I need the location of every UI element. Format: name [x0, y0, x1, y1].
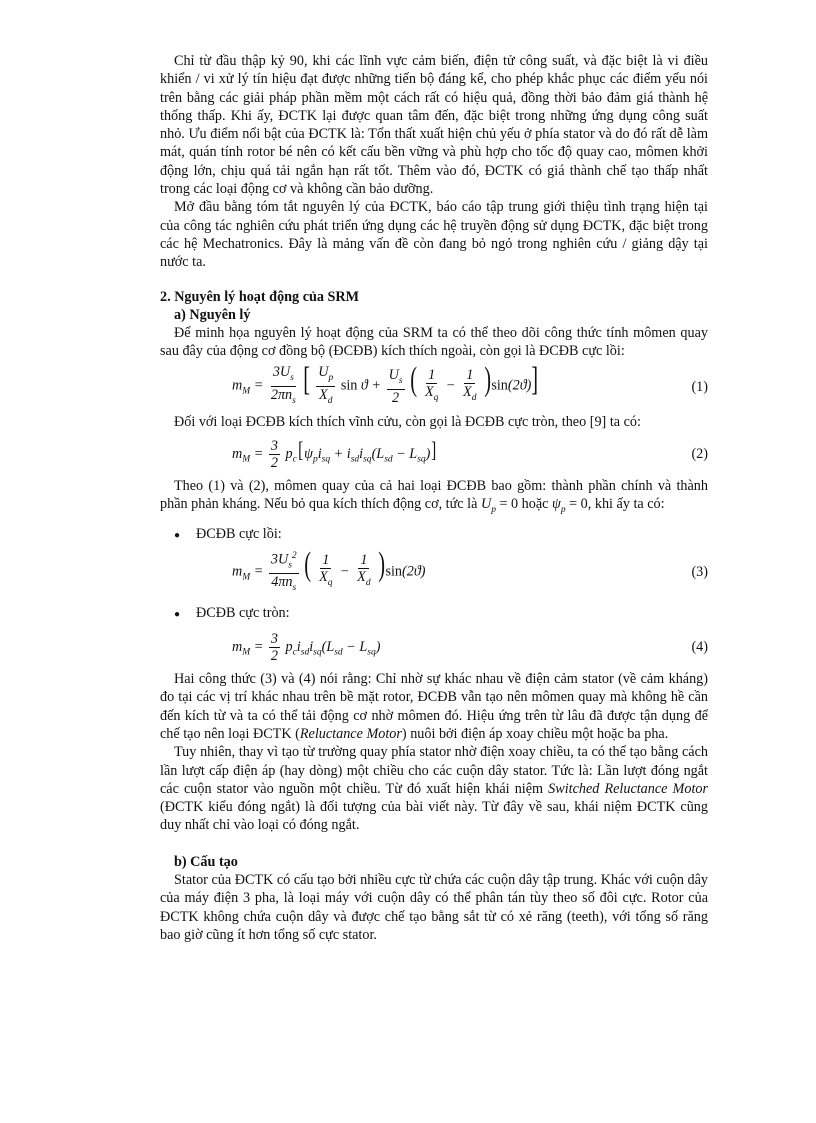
subsection-heading-principle: a) Nguyên lý [174, 306, 251, 323]
equation-number: (1) [691, 378, 708, 395]
bullet-icon: ● [174, 530, 181, 542]
equation-number: (2) [691, 445, 708, 462]
bullet-icon: ● [174, 608, 181, 620]
paragraph-principle: Để minh họa nguyên lý hoạt động của SRM ta có thể theo dõi công thức tính mômen quay sau đây của động cơ đồng bộ (ĐCĐB) kích thích ngoài, còn gọi là ĐCĐB cực lồi: [160, 325, 708, 360]
paragraph-overview: Mở đầu bằng tóm tắt nguyên lý của ĐCTK, báo cáo tập trung giới thiệu tình trạng hiện tại của công tác nghiên cứu phát triển ứng dụng các hệ truyền động sử dụng ĐCTK, đặc biệt trong các hệ Mechatronics. Đây là mảng vấn đề còn đang bỏ ngỏ trong nghiên cứu / giảng dậy tại nước ta. [160, 199, 708, 271]
list-item: ● ĐCĐB cực tròn: [160, 604, 708, 624]
paragraph-intro: Chỉ từ đầu thập kỷ 90, khi các lĩnh vực cảm biến, điện tử công suất, và đặc biệt là vi điều khiển / vi xử lý tín hiệu đạt được những tiến bộ đáng kể, cho phép khắc phục các điểm yếu nói trên bằng các giải pháp phần mềm một cách rất có hiệu quả, đồng thời bảo đảm giá thành hệ thống thấp. Khi ấy, ĐCTK lại được quan tâm đến, đặc biệt trong những ứng dụng công suất nhỏ. Ưu điểm nổi bật của ĐCTK là: Tổn thất xuất hiện chủ yếu ở phía stator và do đó rất dễ làm mát, quán tính rotor bé nên có kết cấu bền vững và phù hợp cho tốc độ quay cao, mômen khởi động lớn, chịu quá tải ngắn hạn rất tốt. Thêm vào đó, ĐCTK có giá thành chế tạo thấp nhất trong các loại động cơ và không cần bảo dưỡng. [160, 53, 708, 198]
paragraph-torque-components: Theo (1) và (2), mômen quay của cả hai loại ĐCĐB bao gồm: thành phần chính và thành phần phản kháng. Nếu bỏ qua kích thích động cơ, tức là $U_p = 0$ hoặc $\psi_p = 0$, khi ấy ta có: [160, 478, 708, 516]
equation-4: $m_M$ = $\frac{3}{2}$ $p_ci_{sd}i_{sq}(L_{sd} - L_{sq})$ (4) [232, 630, 708, 664]
equation-number: (4) [691, 638, 708, 655]
subsection-heading-structure: b) Cấu tạo [174, 853, 238, 870]
paragraph-reluctance: Hai công thức (3) và (4) nói rằng: Chỉ nhờ sự khác nhau về điện cảm stator (về cảm kháng) đo tại các vị trí khác nhau trên bề mặt rotor, ĐCĐB vẫn tạo nên mômen quay mà không hề cần đến kích từ và ta có thể tải động cơ nhờ mômen đó. Hiệu ứng trên từ lâu đã được tận dụng để chế tạo nên loại ĐCTK (Reluctance Motor) nuôi bởi điện áp xoay chiều một hoặc ba pha. [160, 671, 708, 742]
document-page [160, 52, 708, 944]
paragraph-permanent-magnet: Đối với loại ĐCĐB kích thích vĩnh cửu, còn gọi là ĐCĐB cực tròn, theo [9] ta có: [174, 413, 641, 430]
equation-1: $m_M$ = $\frac{3U_s}{2\pi n_s}$ [ $\frac{U_p}{X_d}$ sin ϑ + $\frac{U_s}{2}$ ( $\frac{1}{X_q}$ − $\frac{1}{X_d}$ )sin(2ϑ)] (1) [232, 361, 708, 407]
equation-number: (3) [691, 563, 708, 580]
equation-3: $m_M$ = $\frac{3U_s^2}{4\pi n_s}$ ( $\frac{1}{X_q}$ − $\frac{1}{X_d}$ )sin(2ϑ) (3) [232, 546, 708, 593]
equation-2: $m_M$ = $\frac{3}{2}$ $p_c[\psi_pi_{sq} + i_{sd}i_{sq}(L_{sd} - L_{sq})]$ (2) [232, 437, 708, 471]
paragraph-switched: Tuy nhiên, thay vì tạo từ trường quay phía stator nhờ điện xoay chiều, ta có thể tạo bằng cách lần lượt cấp điện áp (hay dòng) một chiều cho các cuộn dây stator. Tức là: Lần lượt đóng ngắt các cuộn stator vào nguồn một chiều. Từ đó xuất hiện khái niệm Switched Reluctance Motor (ĐCTK kiểu đóng ngắt) là đối tượng của bài viết này. Từ đây về sau, khái niệm ĐCTK cũng duy nhất chỉ vào loại có đóng ngắt. [160, 744, 709, 834]
section-heading: 2. Nguyên lý hoạt động của SRM [160, 288, 360, 305]
paragraph-structure: Stator của ĐCTK có cấu tạo bởi nhiều cực từ chứa các cuộn dây tập trung. Khác với cuộn dây của máy điện 3 pha, là loại máy với cuộn dây có thể phân tán tùy theo số đôi cực. Rotor của ĐCTK không chứa cuộn dây và được chế tạo bằng sắt từ có xẻ răng (teeth), với tổng số răng bao giờ cũng ít hơn tổng số cực stator. [160, 872, 708, 943]
list-item: ● ĐCĐB cực lồi: [160, 525, 708, 545]
